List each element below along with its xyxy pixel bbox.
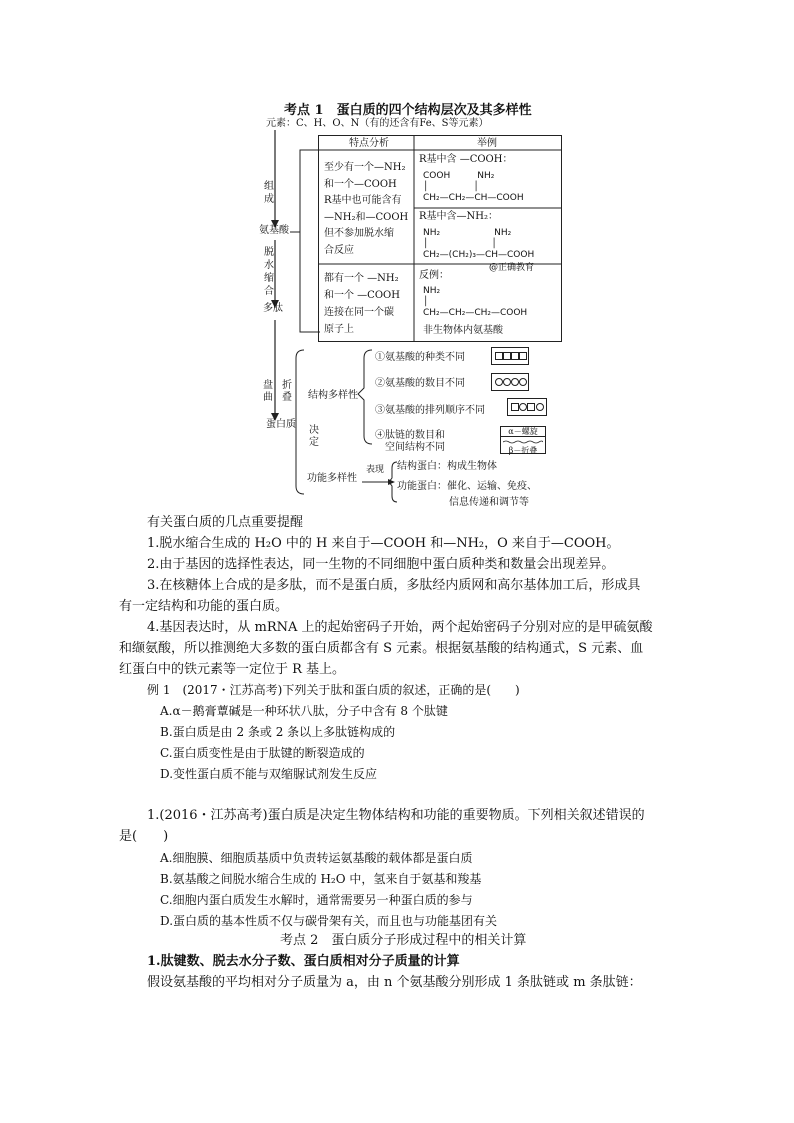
express-label: 表现: [366, 465, 385, 475]
helix-sheet-icon: α－螺旋 β－折叠: [500, 426, 546, 454]
question1-option-b: B.氨基酸之间脱水缩合生成的 H₂O 中，氢来自于氨基和羧基: [160, 872, 482, 886]
diversity-item-3: ③氨基酸的排列顺序不同: [375, 405, 485, 416]
dehydration-label: 脱水缩合: [264, 247, 274, 297]
row1-molecule: COOH NH₂ │ │ CH₂—CH₂—CH—COOH: [423, 171, 524, 203]
fold-label: 折叠: [282, 380, 292, 403]
question1-option-c: C.细胞内蛋白质发生水解时，通常需要另一种蛋白质的参与: [160, 893, 473, 907]
chain-number-icon: [491, 373, 529, 391]
elements-label: 元素：C、H、O、N（有的还含有Fe、S等元素）: [266, 118, 489, 129]
example1-stem: 例 1 (2017・江苏高考)下列关于肽和蛋白质的叙述，正确的是( ): [147, 683, 520, 697]
example1-option-a: A.α－鹅膏蕈碱是一种环状八肽，分子中含有 8 个肽键: [160, 704, 448, 718]
row3-example-label: 反例：: [419, 270, 449, 281]
reminder-p1: 1.脱水缩合生成的 H₂O 中的 H 来自于—COOH 和—NH₂，O 来自于—COOH。: [147, 536, 620, 551]
chain-type-icon: [491, 347, 529, 365]
row2-molecule: NH₂ NH₂ │ │ CH₂—(CH₂)₃—CH—COOH: [423, 228, 535, 260]
reminder-title: 有关蛋白质的几点重要提醒: [147, 515, 304, 530]
question1-option-d: D.蛋白质的基本性质不仅与碳骨架有关，而且也与功能基团有关: [160, 914, 498, 928]
section1-title: 考点 1 蛋白质的四个结构层次及其多样性: [284, 103, 532, 118]
amino-acid-table: [318, 135, 562, 342]
diversity-item-1: ①氨基酸的种类不同: [375, 352, 465, 363]
functional-protein-label-2: 信息传递和调节等: [449, 497, 529, 508]
structural-protein-label: 结构蛋白：构成生物体: [397, 461, 497, 472]
example1-option-d: D.变性蛋白质不能与双缩脲试剂发生反应: [160, 767, 378, 781]
question1-option-a: A.细胞膜、细胞质基质中负责转运氨基酸的载体都是蛋白质: [160, 851, 473, 865]
diversity-item-4: ④肽链的数目和 空间结构不同: [375, 430, 445, 453]
reminder-p3b: 有一定结构和功能的蛋白质。: [119, 599, 289, 614]
functional-protein-label: 功能蛋白：催化、运输、免疫、: [397, 481, 537, 492]
function-diversity-label: 功能多样性: [307, 473, 357, 484]
row1-analysis: 至少有一个—NH₂ 和一个—COOH R基中也可能含有 —NH₂和—COOH 但不参加脱水缩 合反应: [324, 162, 409, 256]
reminder-p4a: 4.基因表达时，从 mRNA 上的起始密码子开始，两个起始密码子分别对应的是甲硫氨酸: [147, 620, 653, 635]
polypeptide-label: 多肽: [263, 303, 283, 314]
protein-label: 蛋白质: [266, 419, 296, 430]
row1-example-label: R基中含 —COOH：: [419, 154, 513, 165]
example1-option-b: B.蛋白质是由 2 条或 2 条以上多肽链构成的: [160, 725, 396, 739]
determine-label: 决定: [309, 425, 319, 448]
question1-stem: 1.(2016・江苏高考)蛋白质是决定生物体结构和功能的重要物质。下列相关叙述错误的: [147, 808, 645, 823]
question1-stem-cont: 是( ): [119, 829, 169, 844]
example1-option-c: C.蛋白质变性是由于肽键的断裂造成的: [160, 746, 365, 760]
row2-example-label: R基中含—NH₂：: [419, 211, 499, 222]
row3-analysis: 都有一个 —NH₂ 和一个 —COOH 连接在同一个碳 原子上: [324, 273, 400, 335]
table-header-right: 举例: [477, 138, 497, 149]
calc-heading: 1.肽键数、脱去水分子数、蛋白质相对分子质量的计算: [147, 954, 460, 969]
row3-note: 非生物体内氨基酸: [423, 325, 503, 336]
reminder-p4c: 红蛋白中的铁元素等一定位于 R 基上。: [119, 662, 346, 677]
row3-molecule: NH₂ │ CH₂—CH₂—CH₂—COOH: [423, 286, 528, 318]
coil-label: 盘曲: [263, 380, 273, 403]
calc-text: 假设氨基酸的平均相对分子质量为 a，由 n 个氨基酸分别形成 1 条肽链或 m 条肽链：: [147, 975, 642, 990]
structure-diversity-label: 结构多样性: [308, 390, 358, 401]
amino-acid-label: 氨基酸: [259, 225, 289, 236]
diversity-item-2: ②氨基酸的数目不同: [375, 378, 465, 389]
section2-title: 考点 2 蛋白质分子形成过程中的相关计算: [280, 933, 527, 948]
reminder-p3a: 3.在核糖体上合成的是多肽，而不是蛋白质，多肽经内质网和高尔基体加工后，形成具: [147, 578, 641, 593]
table-header-left: 特点分析: [349, 138, 389, 149]
compose-label: 组成: [264, 181, 274, 205]
reminder-p4b: 和缬氨酸，所以推测绝大多数的蛋白质都含有 S 元素。根据氨基酸的结构通式，S 元素、血: [119, 641, 644, 656]
chain-sequence-icon: [507, 398, 547, 416]
reminder-p2: 2.由于基因的选择性表达，同一生物的不同细胞中蛋白质种类和数量会出现差异。: [147, 557, 615, 572]
watermark: @正确教育: [489, 263, 535, 273]
